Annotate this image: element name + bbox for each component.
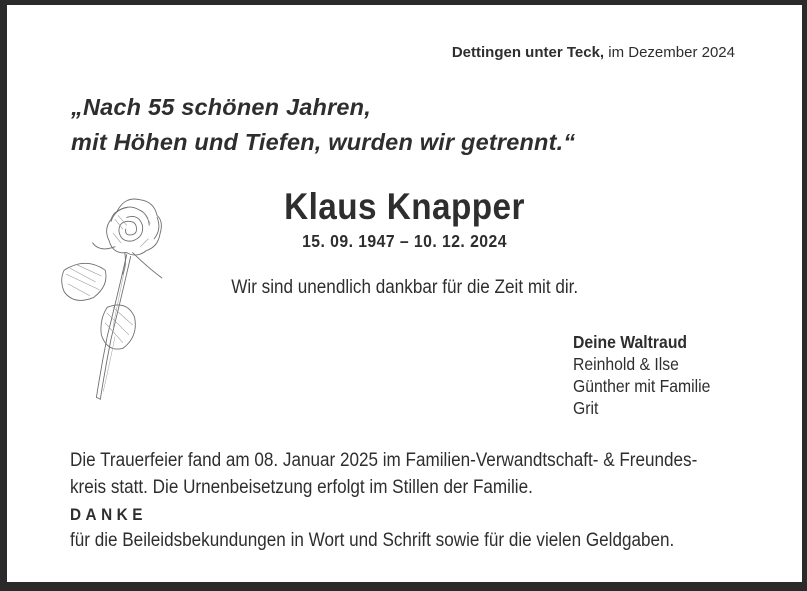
mourner-primary: Deine Waltraud [573,332,688,352]
dateline [452,44,735,61]
thanks-block [70,502,674,554]
mourner-item-2: Günther mit Familie [573,376,711,396]
quote-line-1: „Nach 55 schönen Jahren, [71,94,371,120]
funeral-info [70,447,697,501]
funeral-line-1: Die Trauerfeier fand am 08. Januar 2025 im Familien-Verwandtschaft- & Freundes- [70,450,698,471]
dateline-place: Dettingen unter Teck, [451,44,605,61]
life-dates: 15. 09. 1947 – 10. 12. 2024 [302,231,507,251]
thanks-heading: DANKE [70,505,147,524]
gratitude-message [7,277,802,299]
gratitude-message-text: Wir sind unendlich dankbar für die Zeit mit dir. [231,277,578,298]
thanks-text: für die Beileidsbekundungen in Wort und Schrift sowie für die vielen Geldgaben. [70,530,675,551]
mourner-item-1: Reinhold & Ilse [573,354,679,374]
funeral-line-2: kreis statt. Die Urnenbeisetzung erfolgt im Stillen der Familie. [70,477,533,498]
mourner-item-3: Grit [573,398,599,418]
quote-line-2: mit Höhen und Tiefen, wurden wir getrennt.“ [71,129,576,155]
dateline-date: im Dezember 2024 [608,44,735,61]
opening-quote [71,90,575,160]
deceased-name: Klaus Knapper [284,186,525,227]
mourners-list [573,331,710,419]
deceased-header [7,186,802,252]
